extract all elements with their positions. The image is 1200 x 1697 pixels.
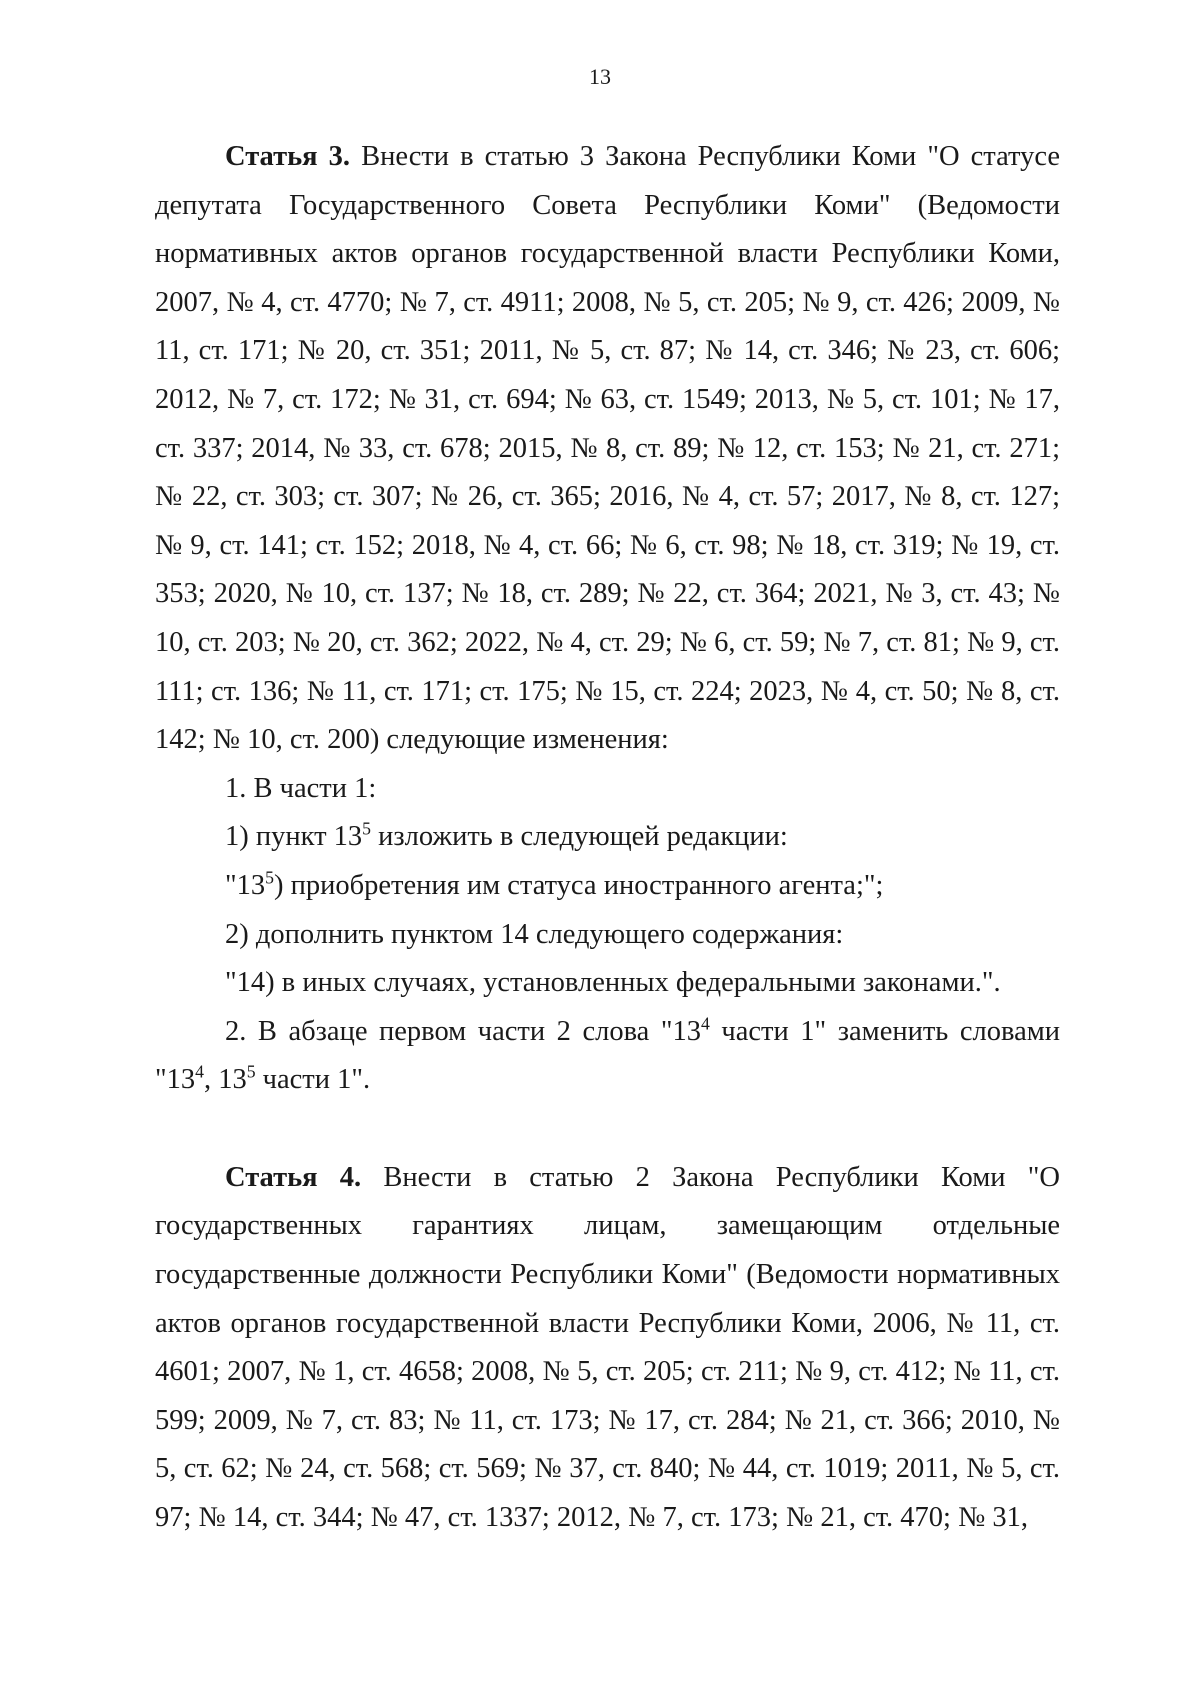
superscript: 5 [362, 818, 371, 839]
article-3-item-1: 1. В части 1: [225, 772, 377, 804]
subitem-1-text-end: изложить в следующей редакции: [371, 821, 788, 853]
article-4-heading: Статья 4. [225, 1161, 362, 1193]
item-2-text-c: , 13 [203, 1064, 247, 1096]
quote-1-text-end: ) приобретения им статуса иностранного агента;"; [273, 869, 884, 901]
article-4-text: Внести в статью 2 Закона Республики Коми "О государственных гарантиях лицам, замещающим отдельные государственные должности Республики Коми" (Ведомости нормативных актов органов государственной власти Республики Коми, 2006, № 11, ст. 4601; 2007, № 1, ст. 4658; 2008, № 5, ст. 205; ст. 211; № 9, ст. 412; № 11, ст. 599; 2009, № 7, ст. 83; № 11, ст. 173; № 17, ст. 284; № 21, ст. 366; 2010, № 5, ст. 62; № 24, ст. 568; ст. 569; № 37, ст. 840; № 44, ст. 1019; 2011, № 5, ст. 97; № 14, ст. 344; № 47, ст. 1337; 2012, № 7, ст. 173; № 21, ст. 470; № 31, [155, 1161, 1060, 1534]
item-2-text-a: 2. В абзаце первом части 2 слова "13 [225, 1015, 702, 1047]
superscript: 4 [701, 1013, 710, 1034]
article-3-quote-1 [155, 862, 1060, 911]
superscript: 5 [265, 867, 274, 888]
article-3-heading: Статья 3. [225, 141, 350, 172]
page-number: 13 [589, 64, 611, 89]
article-3-subitem-2: 2) дополнить пунктом 14 следующего содержания: [225, 918, 844, 950]
subitem-1-text-start: 1) пункт 13 [225, 821, 363, 853]
document-body [155, 133, 1060, 1543]
article-3-subitem-1 [155, 813, 1060, 862]
article-3-item-2 [155, 1008, 1060, 1105]
article-3-quote-2: "14) в иных случаях, установленных федеральными законами.". [225, 967, 1001, 999]
item-2-text-b: части 1" заменить словами "13 [155, 1015, 1061, 1096]
quote-1-text-start: "13 [225, 869, 266, 901]
article-4-paragraph [155, 1154, 1060, 1543]
article-3-text: Внести в статью 3 Закона Республики Коми "О статусе депутата Государственного Совета Республики Коми" (Ведомости нормативных актов органов государственной власти Республики Коми, 2007, № 4, ст. 4770; № 7, ст. 4911; 2008, № 5, ст. 205; № 9, ст. 426; 2009, № 11, ст. 171; № 20, ст. 351; 2011, № 5, ст. 87; № 14, ст. 346; № 23, ст. 606; 2012, № 7, ст. 172; № 31, ст. 694; № 63, ст. 1549; 2013, № 5, ст. 101; № 17, ст. 337; 2014, № 33, ст. 678; 2015, № 8, ст. 89; № 12, ст. 153; № 21, ст. 271; № 22, ст. 303; ст. 307; № 26, ст. 365; 2016, № 4, ст. 57; 2017, № 8, ст. 127; № 9, ст. 141; ст. 152; 2018, № 4, ст. 66; № 6, ст. 98; № 18, ст. 319; № 19, ст. 353; 2020, № 10, ст. 137; № 18, ст. 289; № 22, ст. 364; 2021, № 3, ст. 43; № 10, ст. 203; № 20, ст. 362; 2022, № 4, ст. 29; № 6, ст. 59; № 7, ст. 81; № 9, ст. 111; ст. 136; № 11, ст. 171; ст. 175; № 15, ст. 224; 2023, № 4, ст. 50; № 8, ст. 142; № 10, ст. 200) следующие изменения: [155, 141, 1060, 756]
superscript: 5 [246, 1061, 256, 1082]
article-3-paragraph [155, 133, 1060, 765]
item-2-text-d: части 1". [255, 1064, 371, 1096]
superscript: 4 [195, 1061, 204, 1082]
